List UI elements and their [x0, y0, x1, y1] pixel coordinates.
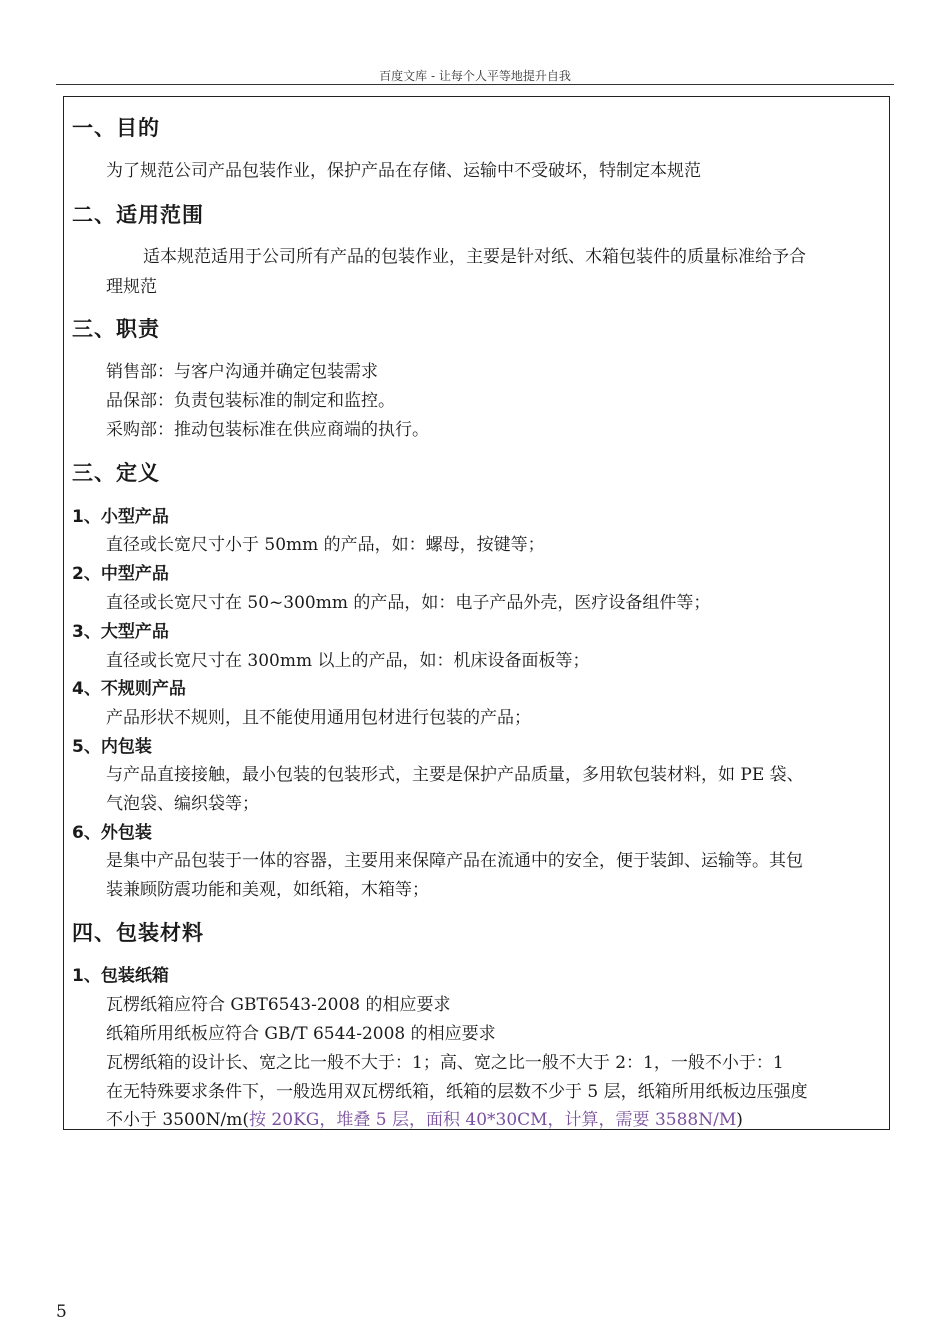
section-title-materials: 四、包装材料 — [72, 921, 204, 945]
definition-text-large: 直径或长宽尺寸在 300mm 以上的产品，如：机床设备面板等； — [106, 651, 590, 671]
definition-title-inner: 5、内包装 — [72, 737, 152, 757]
materials-line-5 — [106, 1105, 743, 1130]
scope-text-line-2: 理规范 — [106, 277, 157, 297]
definition-text-inner-2: 气泡袋、编织袋等； — [106, 794, 259, 814]
section-title-definitions: 三、定义 — [72, 461, 160, 485]
definition-title-outer: 6、外包装 — [72, 823, 152, 843]
definition-text-small: 直径或长宽尺寸小于 50mm 的产品，如：螺母，按键等； — [106, 535, 545, 555]
duty-line-qa: 品保部：负责包装标准的制定和监控。 — [106, 391, 395, 411]
section-title-duties: 三、职责 — [72, 317, 160, 341]
definition-title-large: 3、大型产品 — [72, 622, 169, 642]
page-header: 百度文库 - 让每个人平等地提升自我 — [379, 69, 571, 83]
section-title-scope: 二、适用范围 — [72, 203, 204, 227]
definition-text-irregular: 产品形状不规则，且不能使用通用包材进行包装的产品； — [106, 708, 531, 728]
header-rule — [56, 84, 894, 85]
materials-line-3: 瓦楞纸箱的设计长、宽之比一般不大于：1；高、宽之比一般不大于 2：1，一般不小于：1 — [106, 1053, 784, 1073]
materials-line-5-end: ) — [736, 1110, 743, 1130]
definition-text-outer-2: 装兼顾防震功能和美观，如纸箱，木箱等； — [106, 880, 429, 900]
materials-subtitle-carton: 1、包装纸箱 — [72, 966, 169, 986]
page-number: 5 — [56, 1302, 67, 1322]
purpose-text: 为了规范公司产品包装作业，保护产品在存储、运输中不受破坏，特制定本规范 — [106, 161, 701, 181]
materials-line-4: 在无特殊要求条件下，一般选用双瓦楞纸箱，纸箱的层数不少于 5 层，纸箱所用纸板边压强度 — [106, 1082, 808, 1102]
section-title-purpose: 一、目的 — [72, 116, 160, 140]
definition-text-outer-1: 是集中产品包装于一体的容器，主要用来保障产品在流通中的安全，便于装卸、运输等。其包 — [106, 851, 803, 871]
definition-title-irregular: 4、不规则产品 — [72, 679, 186, 699]
duty-line-sales: 销售部：与客户沟通并确定包装需求 — [106, 362, 378, 382]
scope-text-line-1: 适本规范适用于公司所有产品的包装作业，主要是针对纸、木箱包装件的质量标准给予合 — [143, 247, 806, 267]
duty-line-purchasing: 采购部：推动包装标准在供应商端的执行。 — [106, 420, 429, 440]
materials-line-5-start: 不小于 3500N/m( — [106, 1110, 250, 1130]
definition-title-small: 1、小型产品 — [72, 507, 169, 527]
definition-text-inner-1: 与产品直接接触，最小包装的包装形式，主要是保护产品质量，多用软包装材料，如 PE 袋、 — [106, 765, 804, 785]
definition-text-medium: 直径或长宽尺寸在 50~300mm 的产品，如：电子产品外壳，医疗设备组件等； — [106, 593, 711, 613]
materials-calculation-note: 按 20KG，堆叠 5 层，面积 40*30CM，计算，需要 3588N/M — [249, 1110, 737, 1130]
materials-line-1: 瓦楞纸箱应符合 GBT6543-2008 的相应要求 — [106, 995, 451, 1015]
materials-line-2: 纸箱所用纸板应符合 GB/T 6544-2008 的相应要求 — [106, 1024, 496, 1044]
definition-title-medium: 2、中型产品 — [72, 564, 169, 584]
